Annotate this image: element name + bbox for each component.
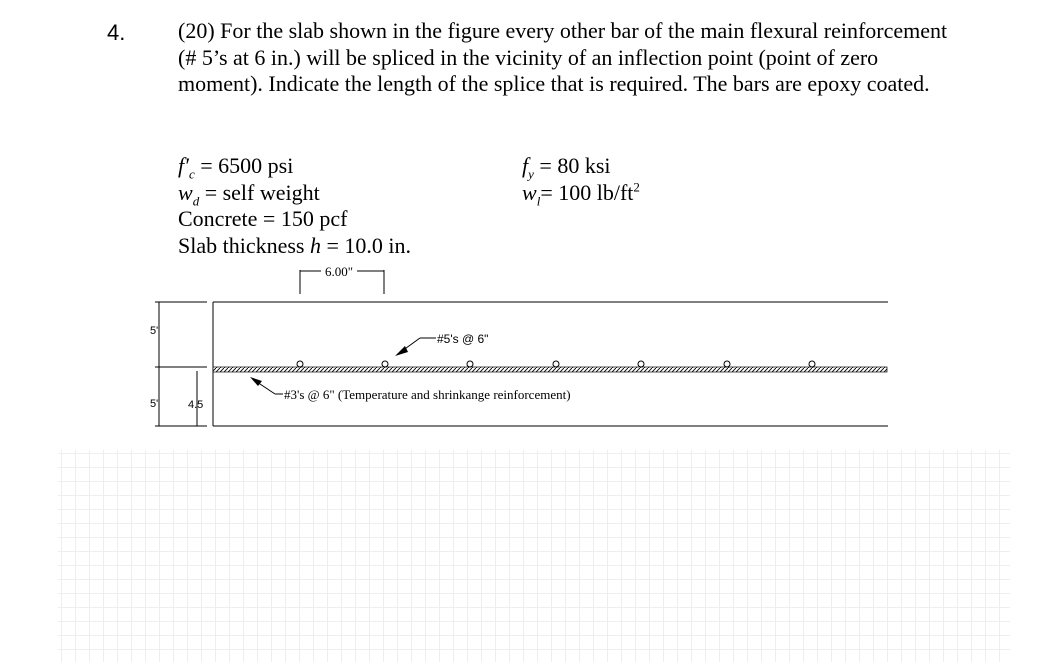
top-thickness-label: 5" xyxy=(150,325,161,337)
fc-value: = 6500 psi xyxy=(194,153,294,178)
slab-outline xyxy=(213,302,888,426)
bar-3 xyxy=(467,361,473,367)
bar-5 xyxy=(638,361,644,367)
fy-value: = 80 ksi xyxy=(533,153,611,178)
fc-symbol: f′ xyxy=(178,153,189,178)
wd-value: = self weight xyxy=(199,179,320,205)
bar-6 xyxy=(724,361,730,367)
main-bar-leader xyxy=(395,332,488,356)
fy-subscript: y xyxy=(528,166,534,182)
wl-subscript: l xyxy=(536,192,541,208)
question-text: (20) For the slab shown in the figure every other bar of the main flexural reinforcement (# 5’s at 6 in.) will be spliced in the vicinity of an inflection point (point of zero moment). Indicate the length of the splice that is required. The bars are epoxy coated. xyxy=(178,18,948,96)
spacing-dimension-label: 6.00" xyxy=(324,264,354,279)
wd-symbol: w xyxy=(178,179,193,205)
wl-superscript: 2 xyxy=(633,179,640,195)
main-bars xyxy=(297,361,815,367)
fc-subscript: c xyxy=(188,166,195,182)
wd-subscript: d xyxy=(192,192,200,208)
slab-h-symbol: h xyxy=(310,232,321,258)
temperature-bar-label: #3's @ 6" (Temperature and shrinkange reinforcement) xyxy=(284,387,571,402)
thickness-dimensions xyxy=(150,302,207,426)
spacing-dimension xyxy=(300,264,384,294)
temperature-bar-leader xyxy=(250,377,571,402)
wl-symbol: w xyxy=(522,179,537,205)
slab-thickness-label: Slab thickness xyxy=(178,232,310,258)
effective-depth-label: 4.5 xyxy=(188,399,204,411)
main-bar-label: #5's @ 6" xyxy=(437,332,489,346)
temperature-reinforcement-bar xyxy=(213,367,887,372)
bar-2 xyxy=(382,361,388,367)
question-number: 4. xyxy=(107,20,126,45)
slab-thickness-value: = 10.0 in. xyxy=(321,232,412,258)
bar-1 xyxy=(297,361,303,367)
wl-value: = 100 lb/ft xyxy=(540,179,634,205)
bottom-thickness-label: 5" xyxy=(150,398,161,410)
concrete-line: Concrete = 150 pcf xyxy=(178,206,348,231)
bar-7 xyxy=(809,361,815,367)
bar-4 xyxy=(553,361,559,367)
fy-symbol: f xyxy=(522,153,529,178)
